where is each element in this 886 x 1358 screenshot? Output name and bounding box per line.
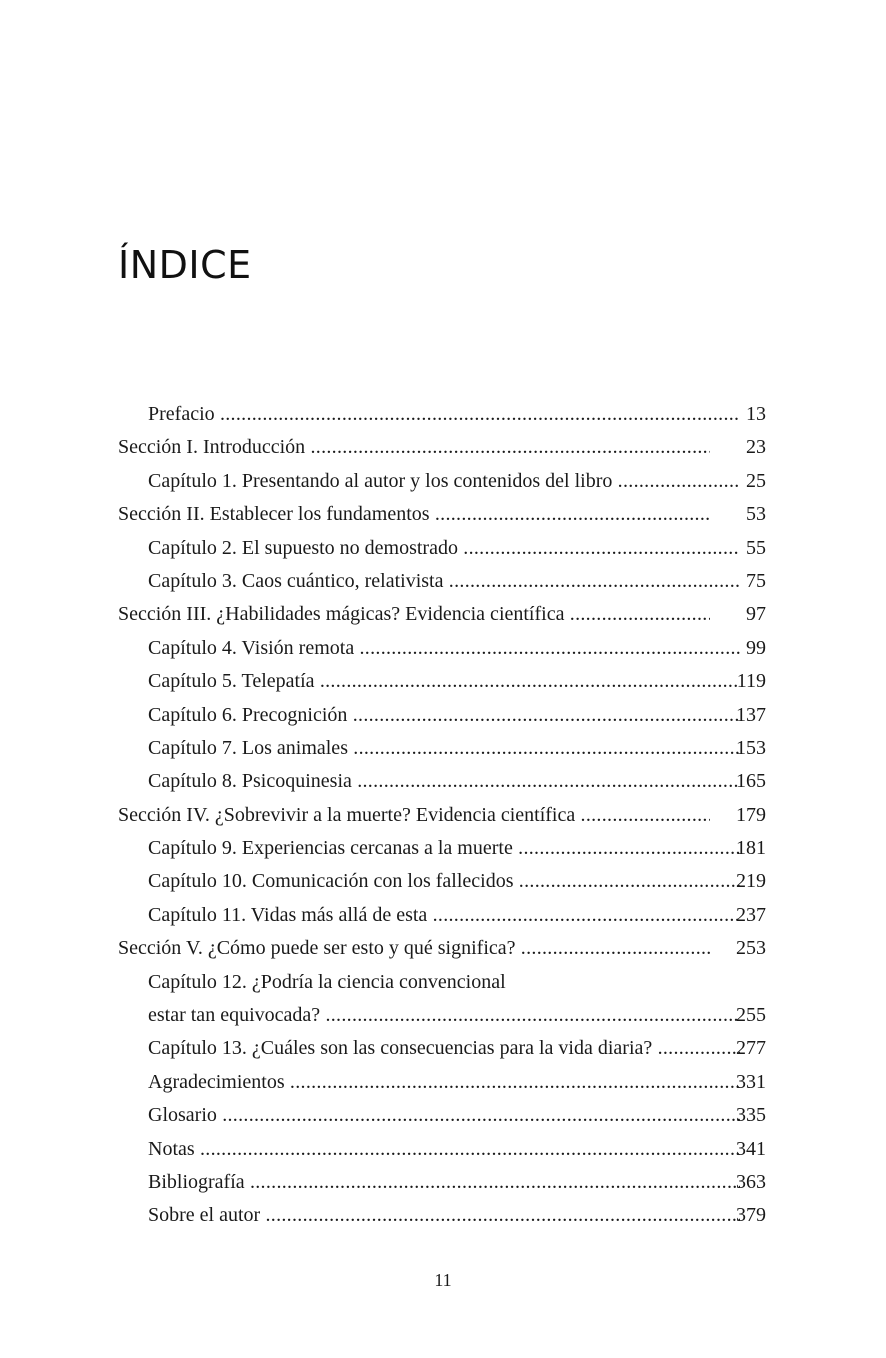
toc-entry xyxy=(118,1066,766,1099)
toc-entry-title xyxy=(118,999,740,1032)
toc-entry-title xyxy=(118,966,740,999)
toc-entry-page: 363 xyxy=(736,1170,766,1193)
page-number: 11 xyxy=(434,1270,452,1290)
toc-entry xyxy=(118,632,766,665)
toc-entry xyxy=(118,1099,766,1132)
toc-entry-page: 341 xyxy=(736,1137,766,1160)
toc-entry-label: Capítulo 7. Los animales xyxy=(148,736,348,759)
toc-entry-label: Capítulo 8. Psicoquinesia xyxy=(148,770,352,793)
toc-entry-label: Sección I. Introducción xyxy=(118,436,306,459)
toc-entry xyxy=(118,699,766,732)
toc-entry xyxy=(118,732,766,765)
toc-entry-title xyxy=(118,1032,740,1065)
toc-entry-label: Sección II. Establecer los fundamentos xyxy=(118,503,430,526)
toc-entry-label: Notas xyxy=(148,1137,195,1160)
toc-entry-label: Capítulo 1. Presentando al autor y los contenidos del libro xyxy=(148,469,613,492)
toc-entry-page: 237 xyxy=(736,903,766,926)
toc-entry-page: 181 xyxy=(736,837,766,860)
toc-entry-page: 379 xyxy=(736,1204,766,1227)
toc-entry-page: 179 xyxy=(736,803,766,826)
toc-entry-title xyxy=(118,431,710,464)
toc-entry-title xyxy=(118,498,710,531)
toc-entry xyxy=(118,465,766,498)
toc-entry-page: 97 xyxy=(746,603,766,626)
toc-entry-label: Sección V. ¿Cómo puede ser esto y qué significa? xyxy=(118,937,516,960)
toc-entry-title xyxy=(118,932,710,965)
toc-entry xyxy=(118,431,766,464)
toc-entry-title xyxy=(118,1166,740,1199)
toc-entry-page: 219 xyxy=(736,870,766,893)
toc-entry-title xyxy=(118,1133,740,1166)
toc-entry xyxy=(118,1166,766,1199)
toc-entry xyxy=(118,899,766,932)
toc-entry-label: Capítulo 6. Precognición xyxy=(148,703,348,726)
toc-entry xyxy=(118,1032,766,1065)
toc-entry xyxy=(118,665,766,698)
toc-entry-label: estar tan equivocada? xyxy=(148,1004,321,1027)
toc-entry-label: Capítulo 12. ¿Podría la ciencia convencional xyxy=(148,970,506,993)
toc-entry-title xyxy=(118,1066,740,1099)
toc-entry-title xyxy=(118,465,740,498)
toc-entry-label: Capítulo 10. Comunicación con los fallecidos xyxy=(148,870,514,893)
toc-entry-page: 25 xyxy=(746,469,766,492)
toc-entry-title xyxy=(118,732,740,765)
toc-entry-page: 253 xyxy=(736,937,766,960)
toc-entry xyxy=(118,1199,766,1232)
toc-entry-title xyxy=(118,598,710,631)
toc-entry-page: 153 xyxy=(736,736,766,759)
toc-entry xyxy=(118,532,766,565)
toc-entry xyxy=(118,865,766,898)
toc-entry-page: 331 xyxy=(736,1070,766,1093)
toc-entry-page: 277 xyxy=(736,1037,766,1060)
toc-entry-label: Bibliografía xyxy=(148,1170,245,1193)
toc-entry-title xyxy=(118,632,740,665)
toc-entry xyxy=(118,765,766,798)
toc-entry-title xyxy=(118,765,740,798)
toc-entry-title xyxy=(118,398,740,431)
toc-entry-label: Capítulo 9. Experiencias cercanas a la muerte xyxy=(148,837,513,860)
toc-entry-page: 119 xyxy=(736,670,766,693)
toc-entry-title xyxy=(118,865,740,898)
toc-entry-title xyxy=(118,532,740,565)
toc-entry xyxy=(118,799,766,832)
toc-entry xyxy=(118,598,766,631)
toc-entry-page: 53 xyxy=(746,503,766,526)
toc-entry-label: Sección III. ¿Habilidades mágicas? Evidencia científica xyxy=(118,603,565,626)
toc-entry-title xyxy=(118,1099,740,1132)
toc-entry xyxy=(118,832,766,865)
toc-entry-title xyxy=(118,565,740,598)
toc-entry-label: Sobre el autor xyxy=(148,1204,261,1227)
toc-entry-title xyxy=(118,899,740,932)
page-title: ÍNDICE xyxy=(118,243,252,287)
toc-entry-label: Capítulo 4. Visión remota xyxy=(148,636,355,659)
toc-entry-page: 55 xyxy=(746,536,766,559)
toc-entry xyxy=(118,398,766,431)
toc-entry-title xyxy=(118,799,710,832)
toc-entry-label: Capítulo 13. ¿Cuáles son las consecuencias para la vida diaria? xyxy=(148,1037,653,1060)
toc-entry-title xyxy=(118,832,740,865)
toc-entry xyxy=(118,498,766,531)
toc-entry-page: 137 xyxy=(736,703,766,726)
toc-entry-label: Capítulo 2. El supuesto no demostrado xyxy=(148,536,458,559)
table-of-contents xyxy=(118,398,766,1233)
toc-entry-page: 255 xyxy=(736,1004,766,1027)
toc-entry-label: Capítulo 5. Telepatía xyxy=(148,670,315,693)
toc-entry xyxy=(118,966,766,999)
toc-entry-label: Agradecimientos xyxy=(148,1070,285,1093)
toc-entry-label: Glosario xyxy=(148,1104,217,1127)
toc-entry-page: 165 xyxy=(736,770,766,793)
toc-entry xyxy=(118,932,766,965)
toc-entry-label: Capítulo 11. Vidas más allá de esta xyxy=(148,903,428,926)
toc-entry-page: 99 xyxy=(746,636,766,659)
toc-entry-title xyxy=(118,1199,740,1232)
toc-entry-label: Prefacio xyxy=(148,403,215,425)
toc-entry-label: Sección IV. ¿Sobrevivir a la muerte? Evidencia científica xyxy=(118,803,576,826)
toc-entry xyxy=(118,1133,766,1166)
toc-entry-page: 13 xyxy=(746,403,766,425)
toc-entry-label: Capítulo 3. Caos cuántico, relativista xyxy=(148,569,444,592)
toc-entry-page: 75 xyxy=(746,569,766,592)
toc-entry-title xyxy=(118,699,740,732)
toc-entry-title xyxy=(118,665,740,698)
toc-entry xyxy=(118,565,766,598)
toc-entry-page: 335 xyxy=(736,1104,766,1127)
toc-entry-page: 23 xyxy=(746,436,766,459)
toc-entry xyxy=(118,999,766,1032)
